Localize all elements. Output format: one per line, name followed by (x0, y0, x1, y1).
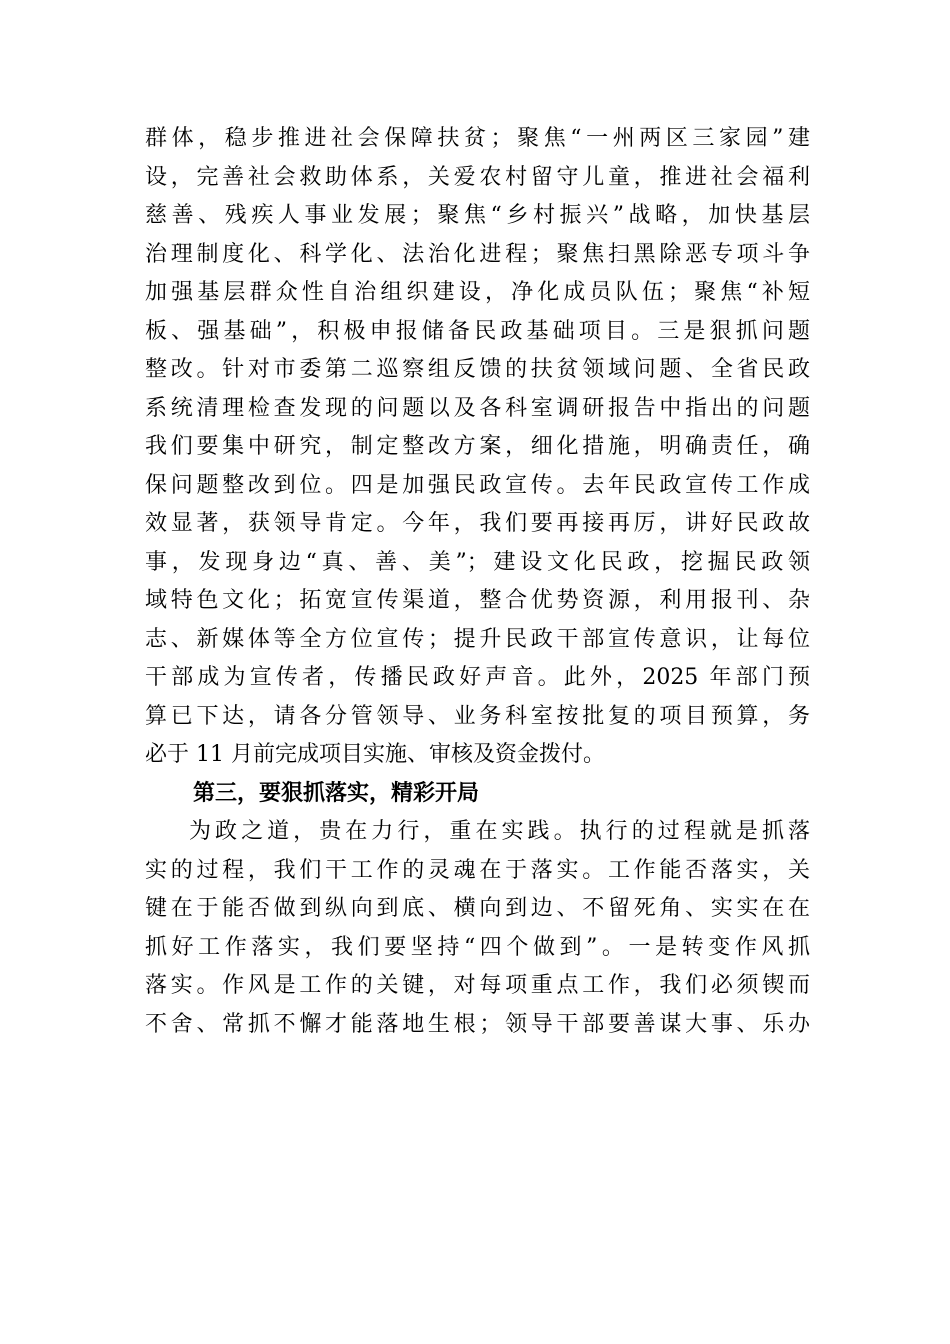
text-line: 群体，稳步推进社会保障扶贫；聚焦“一州两区三家园”建 (145, 126, 810, 151)
text-line: 干部成为宣传者，传播民政好声音。此外，2025 年部门预 (145, 665, 810, 690)
text-line: 抓好工作落实，我们要坚持“四个做到”。一是转变作风抓 (145, 934, 810, 960)
text-line: 保问题整改到位。四是加强民政宣传。去年民政宣传工作成 (145, 472, 810, 498)
text-line: 事，发现身边“真、善、美”；建设文化民政，挖掘民政领 (145, 549, 810, 575)
text-line: 设，完善社会救助体系，关爱农村留守儿童，推进社会福利 (145, 164, 810, 190)
text-line: 治理制度化、科学化、法治化进程；聚焦扫黑除恶专项斗争 (145, 241, 810, 267)
text-line: 算已下达，请各分管领导、业务科室按批复的项目预算，务 (145, 703, 810, 729)
text-line: 系统清理检查发现的问题以及各科室调研报告中指出的问题 (145, 395, 810, 421)
text-line: 慈善、残疾人事业发展；聚焦“乡村振兴”战略，加快基层 (145, 203, 810, 228)
text-line: 落实。作风是工作的关键，对每项重点工作，我们必须锲而 (145, 973, 810, 998)
text-line: 整改。针对市委第二巡察组反馈的扶贫领域问题、全省民政 (145, 357, 810, 382)
section-heading: 第三，要狠抓落实，精彩开局 (193, 780, 480, 806)
paragraph-1 (145, 120, 810, 775)
text-line: 板、强基础”，积极申报储备民政基础项目。三是狠抓问题 (145, 318, 810, 344)
text-line: 为政之道，贵在力行，重在实践。执行的过程就是抓落 (189, 819, 810, 844)
text-line: 必于 11 月前完成项目实施、审核及资金拨付。 (145, 742, 605, 767)
paragraph-2 (145, 813, 810, 1044)
text-line: 志、新媒体等全方位宣传；提升民政干部宣传意识，让每位 (145, 626, 810, 652)
text-line: 我们要集中研究，制定整改方案，细化措施，明确责任，确 (145, 434, 810, 459)
text-line: 键在于能否做到纵向到底、横向到边、不留死角、实实在在 (145, 896, 810, 921)
text-line: 不舍、常抓不懈才能落地生根；领导干部要善谋大事、乐办 (145, 1011, 810, 1037)
document-page (145, 120, 810, 1044)
text-line: 加强基层群众性自治组织建设，净化成员队伍；聚焦“补短 (145, 280, 810, 305)
text-line: 效显著，获领导肯定。今年，我们要再接再厉，讲好民政故 (145, 511, 810, 536)
text-line: 域特色文化；拓宽宣传渠道，整合优势资源，利用报刊、杂 (145, 588, 810, 613)
text-line: 实的过程，我们干工作的灵魂在于落实。工作能否落实，关 (145, 857, 810, 883)
